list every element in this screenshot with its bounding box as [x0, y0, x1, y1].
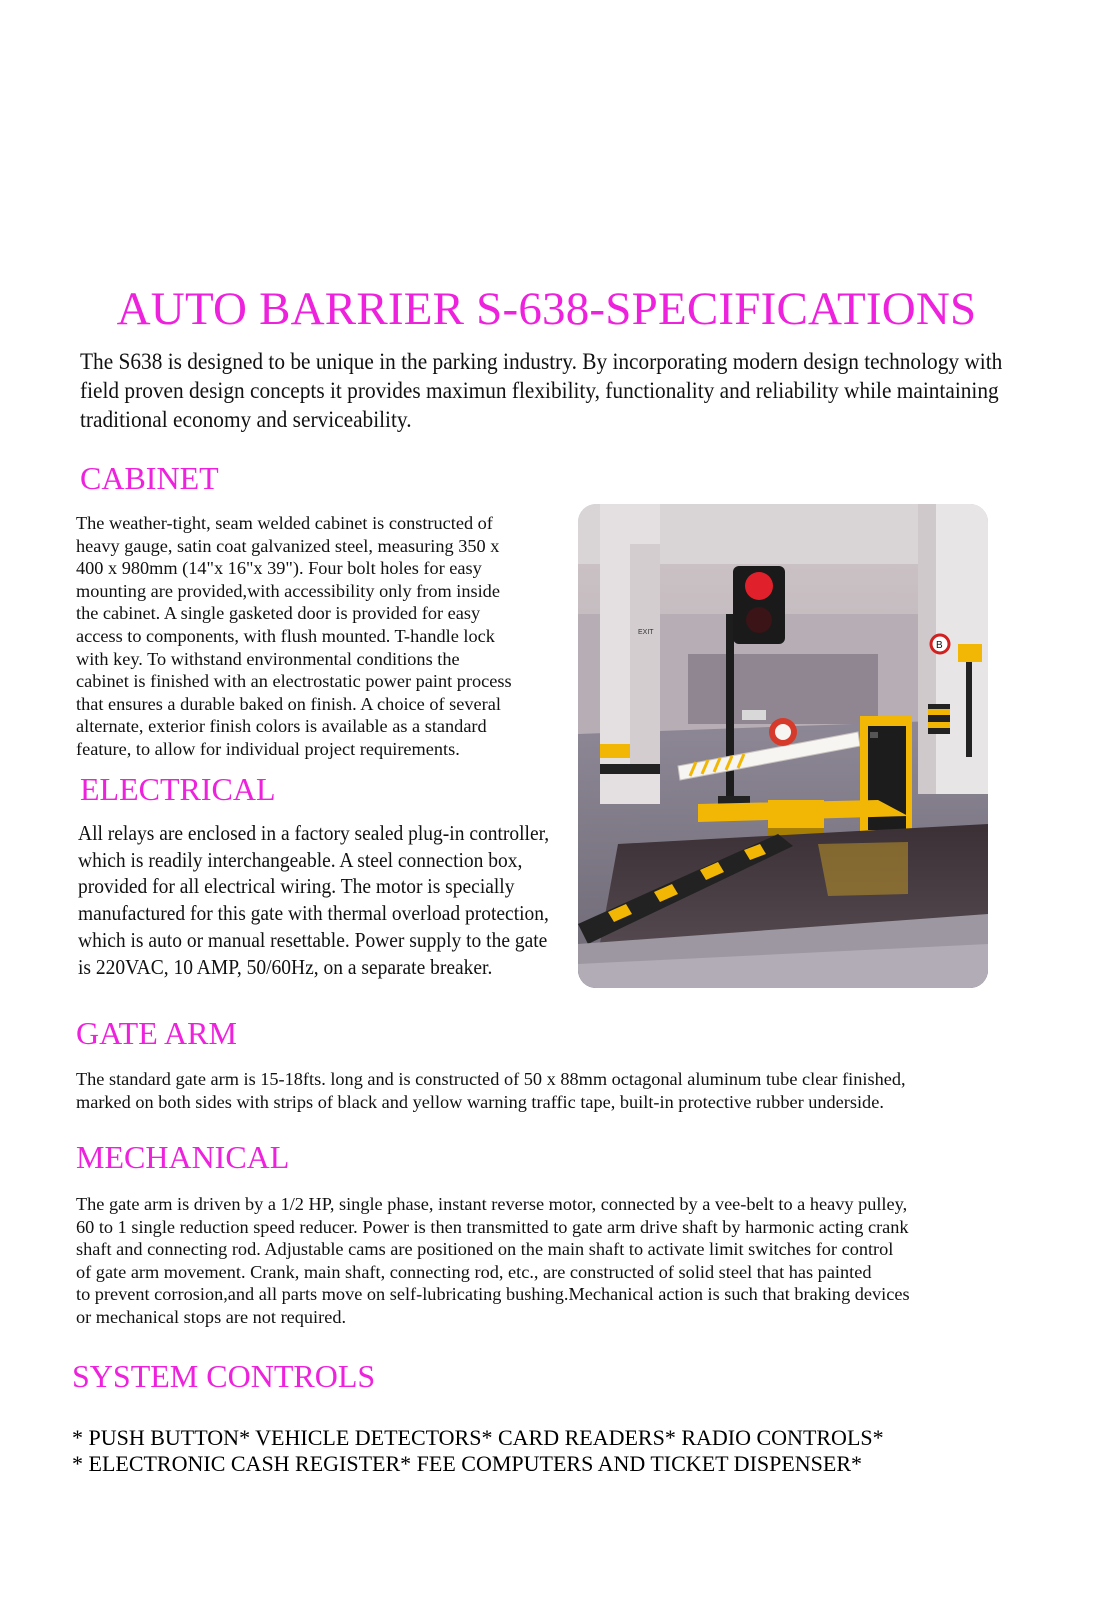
mechanical-line: 60 to 1 single reduction speed reducer. Power is then transmitted to gate arm drive shaft by harmonic acting crank [76, 1216, 909, 1237]
gate-arm-line: The standard gate arm is 15-18fts. long and is constructed of 50 x 88mm octagonal aluminum tube clear finished, [76, 1069, 906, 1089]
cabinet-line: The weather-tight, seam welded cabinet is constructed of [76, 513, 493, 533]
mechanical-paragraph [76, 1193, 1036, 1329]
gate-arm-line: marked on both sides with strips of black and yellow warning traffic tape, built-in protective rubber underside. [76, 1091, 884, 1112]
cabinet-line: 400 x 980mm (14"x 16"x 39"). Four bolt holes for easy [76, 558, 482, 579]
electrical-line: which is auto or manual resettable. Power supply to the gate [78, 927, 548, 952]
sign-exit: EXIT [638, 629, 654, 636]
cabinet-line: alternate, exterior finish colors is available as a standard [76, 716, 487, 737]
cabinet-line: access to components, with flush mounted. T-handle lock [76, 625, 495, 646]
barrier-photo [578, 504, 988, 988]
cabinet-line: heavy gauge, satin coat galvanized steel, measuring 350 x [76, 535, 500, 556]
cabinet-line: the cabinet. A single gasketed door is provided for easy [76, 603, 481, 624]
electrical-heading: ELECTRICAL [80, 771, 276, 807]
intro-line: field proven design concepts it provides maximun flexibility, functionality and reliability while maintaining [80, 378, 999, 404]
system-controls-line: * ELECTRONIC CASH REGISTER* FEE COMPUTERS AND TICKET DISPENSER* [72, 1451, 863, 1476]
cabinet-paragraph [76, 512, 576, 761]
intro-line: The S638 is designed to be unique in the parking industry. By incorporating modern design technology with [80, 349, 1003, 375]
page-title: AUTO BARRIER S-638-SPECIFICATIONS [116, 283, 977, 335]
system-controls-list [72, 1425, 1032, 1477]
mechanical-line: The gate arm is driven by a 1/2 HP, single phase, instant reverse motor, connected by a vee-belt to a heavy pulley, [76, 1194, 908, 1214]
cabinet-heading: CABINET [80, 460, 219, 496]
system-controls-line: * PUSH BUTTON* VEHICLE DETECTORS* CARD READERS* RADIO CONTROLS* [72, 1425, 884, 1450]
cabinet-line: feature, to allow for individual project requirements. [76, 738, 460, 759]
gate-arm-paragraph [76, 1068, 1036, 1113]
intro-line: traditional economy and serviceability. [80, 407, 412, 433]
mechanical-line: of gate arm movement. Crank, main shaft, connecting rod, etc., are constructed of solid steel that has painted [76, 1261, 872, 1282]
mechanical-line: or mechanical stops are not required. [76, 1306, 347, 1327]
electrical-line: provided for all electrical wiring. The motor is specially [78, 874, 515, 899]
electrical-line: All relays are enclosed in a factory sealed plug-in controller, [78, 821, 550, 845]
cabinet-line: mounting are provided,with accessibility only from inside [76, 580, 500, 601]
electrical-line: which is readily interchangeable. A steel connection box, [78, 847, 523, 872]
cabinet-line: that ensures a durable baked on finish. A choice of several [76, 693, 501, 714]
electrical-line: manufactured for this gate with thermal overload protection, [78, 901, 549, 926]
system-controls-heading: SYSTEM CONTROLS [72, 1358, 376, 1394]
gate-arm-heading: GATE ARM [76, 1015, 237, 1051]
cabinet-line: with key. To withstand environmental conditions the [76, 648, 460, 669]
mechanical-heading: MECHANICAL [76, 1139, 290, 1175]
mechanical-line: shaft and connecting rod. Adjustable cams are positioned on the main shaft to activate limit switches for control [76, 1239, 894, 1260]
electrical-paragraph [78, 820, 556, 980]
cabinet-line: cabinet is finished with an electrostatic power paint process [76, 671, 512, 692]
mechanical-line: to prevent corrosion,and all parts move on self-lubricating bushing.Mechanical action is such that braking devices [76, 1284, 910, 1305]
electrical-line: is 220VAC, 10 AMP, 50/60Hz, on a separate breaker. [78, 954, 493, 979]
sign-b: B [936, 640, 943, 651]
intro-paragraph [80, 348, 1003, 435]
